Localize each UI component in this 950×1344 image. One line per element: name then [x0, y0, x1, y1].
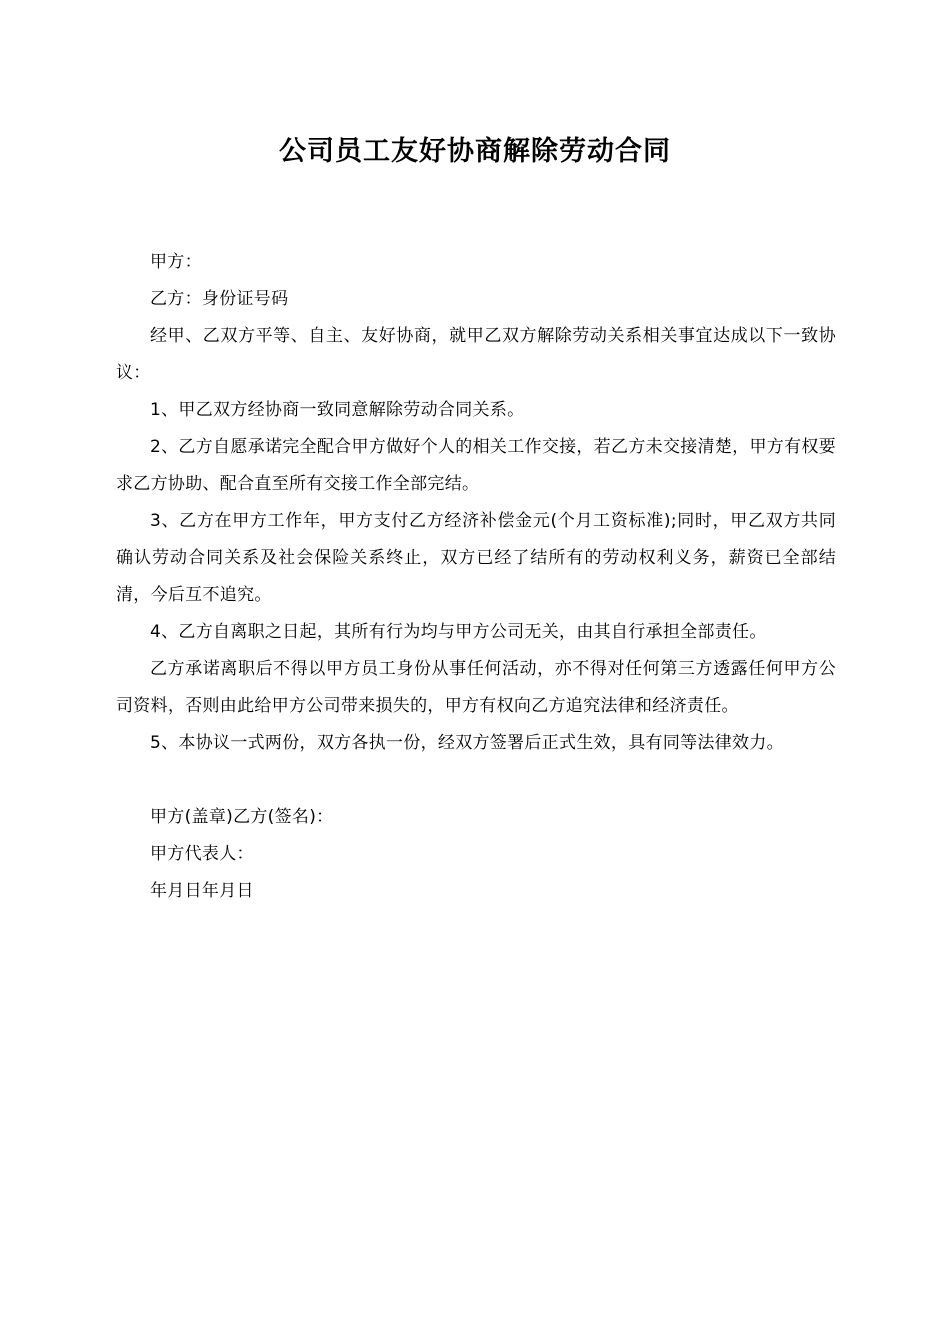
- clause-4-supplement: 乙方承诺离职后不得以甲方员工身份从事任何活动，亦不得对任何第三方透露任何甲方公司资料，否则由此给甲方公司带来损失的，甲方有权向乙方追究法律和经济责任。: [116, 659, 836, 716]
- signature-parties: 甲方(盖章)乙方(签名)：: [150, 807, 334, 827]
- clause-2: 2、乙方自愿承诺完全配合甲方做好个人的相关工作交接，若乙方未交接清楚，甲方有权要求乙方协助、配合直至所有交接工作全部完结。: [116, 437, 836, 494]
- party-a-line: 甲方：: [150, 252, 202, 272]
- clause-1: 1、甲乙双方经协商一致同意解除劳动合同关系。: [150, 400, 525, 420]
- signature-dates: 年月日年月日: [150, 881, 254, 901]
- signature-spacer: [116, 762, 836, 799]
- intro-paragraph: 经甲、乙双方平等、自主、友好协商，就甲乙双方解除劳动关系相关事宜达成以下一致协议：: [116, 326, 836, 383]
- document-title: 公司员工友好协商解除劳动合同: [279, 136, 671, 167]
- signature-representative: 甲方代表人：: [150, 844, 254, 864]
- clause-3: 3、乙方在甲方工作年，甲方支付乙方经济补偿金元(个月工资标准);同时，甲乙双方共同确认劳动合同关系及社会保险关系终止，双方已经了结所有的劳动权利义务，薪资已全部结清，今后互不追究。: [116, 511, 836, 605]
- party-b-line: 乙方：身份证号码: [150, 289, 289, 309]
- clause-4: 4、乙方自离职之日起，其所有行为均与甲方公司无关，由其自行承担全部责任。: [150, 622, 767, 642]
- document-body: [116, 244, 836, 910]
- clause-5: 5、本协议一式两份，双方各执一份，经双方签署后正式生效，具有同等法律效力。: [150, 733, 784, 753]
